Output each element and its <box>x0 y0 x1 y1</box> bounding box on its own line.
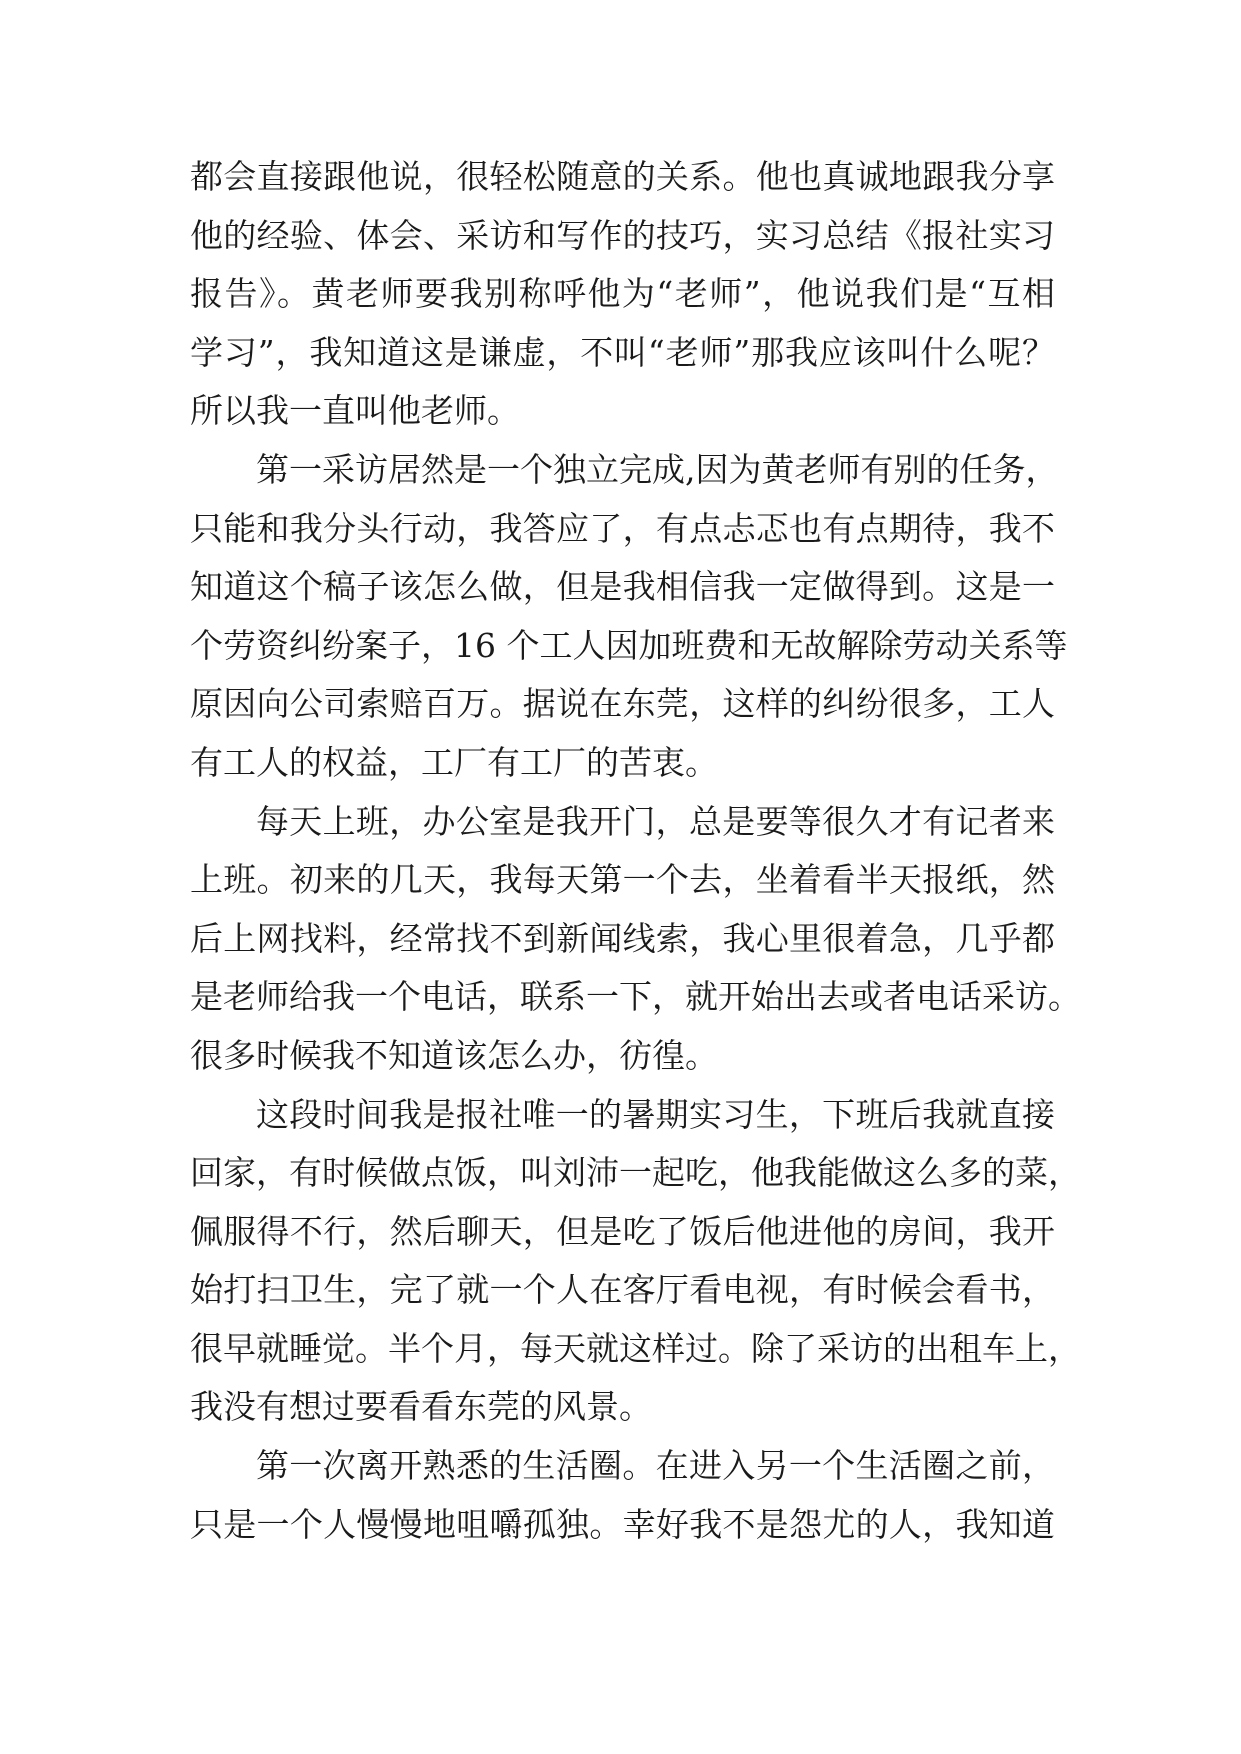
text-line: 佩服得不行，然后聊天，但是吃了饭后他进他的房间，我开 <box>190 1211 1055 1251</box>
text-line: 他的经验、体会、采访和写作的技巧，实习总结《报社实习 <box>190 215 1055 255</box>
text-line: 只是一个人慢慢地咀嚼孤独。幸好我不是怨尤的人，我知道 <box>190 1504 1055 1544</box>
text-line: 有工人的权益，工厂有工厂的苦衷。 <box>190 742 718 782</box>
text-line: 学习”，我知道这是谦虚，不叫“老师”那我应该叫什么呢？ <box>190 332 1055 372</box>
text-line: 很早就睡觉。半个月，每天就这样过。除了采访的出租车上， <box>190 1328 1081 1368</box>
text-line: 只能和我分头行动，我答应了，有点忐忑也有点期待，我不 <box>190 508 1055 548</box>
text-line: 知道这个稿子该怎么做，但是我相信我一定做得到。这是一 <box>190 567 1055 607</box>
text-line: 个劳资纠纷案子，16 个工人因加班费和无故解除劳动关系等 <box>190 625 1068 665</box>
text-line: 后上网找料，经常找不到新闻线索，我心里很着急，几乎都 <box>190 918 1055 958</box>
text-line: 回家，有时候做点饭，叫刘沛一起吃，他我能做这么多的菜， <box>190 1153 1081 1193</box>
text-line: 很多时候我不知道该怎么办，彷徨。 <box>190 1035 718 1075</box>
document-body <box>190 148 1081 1554</box>
text-line: 上班。初来的几天，我每天第一个去，坐着看半天报纸，然 <box>190 860 1055 900</box>
text-line: 是老师给我一个电话，联系一下，就开始出去或者电话采访。 <box>190 977 1081 1017</box>
text-line: 都会直接跟他说，很轻松随意的关系。他也真诚地跟我分享 <box>190 157 1055 196</box>
text-line: 我没有想过要看看东莞的风景。 <box>190 1387 652 1427</box>
paragraph-first-line: 这段时间我是报社唯一的暑期实习生，下班后我就直接 <box>256 1094 1055 1134</box>
paragraph-first-line: 第一采访居然是一个独立完成,因为黄老师有别的任务， <box>256 449 1059 489</box>
text-line: 始打扫卫生，完了就一个人在客厅看电视，有时候会看书， <box>190 1270 1055 1310</box>
text-line: 报告》。黄老师要我别称呼他为“老师”，他说我们是“互相 <box>190 274 1055 314</box>
paragraph-first-line: 每天上班，办公室是我开门，总是要等很久才有记者来 <box>256 801 1055 841</box>
text-line: 原因向公司索赔百万。据说在东莞，这样的纠纷很多，工人 <box>190 684 1055 724</box>
text-line: 所以我一直叫他老师。 <box>190 391 520 431</box>
paragraph-first-line: 第一次离开熟悉的生活圈。在进入另一个生活圈之前， <box>256 1446 1055 1486</box>
